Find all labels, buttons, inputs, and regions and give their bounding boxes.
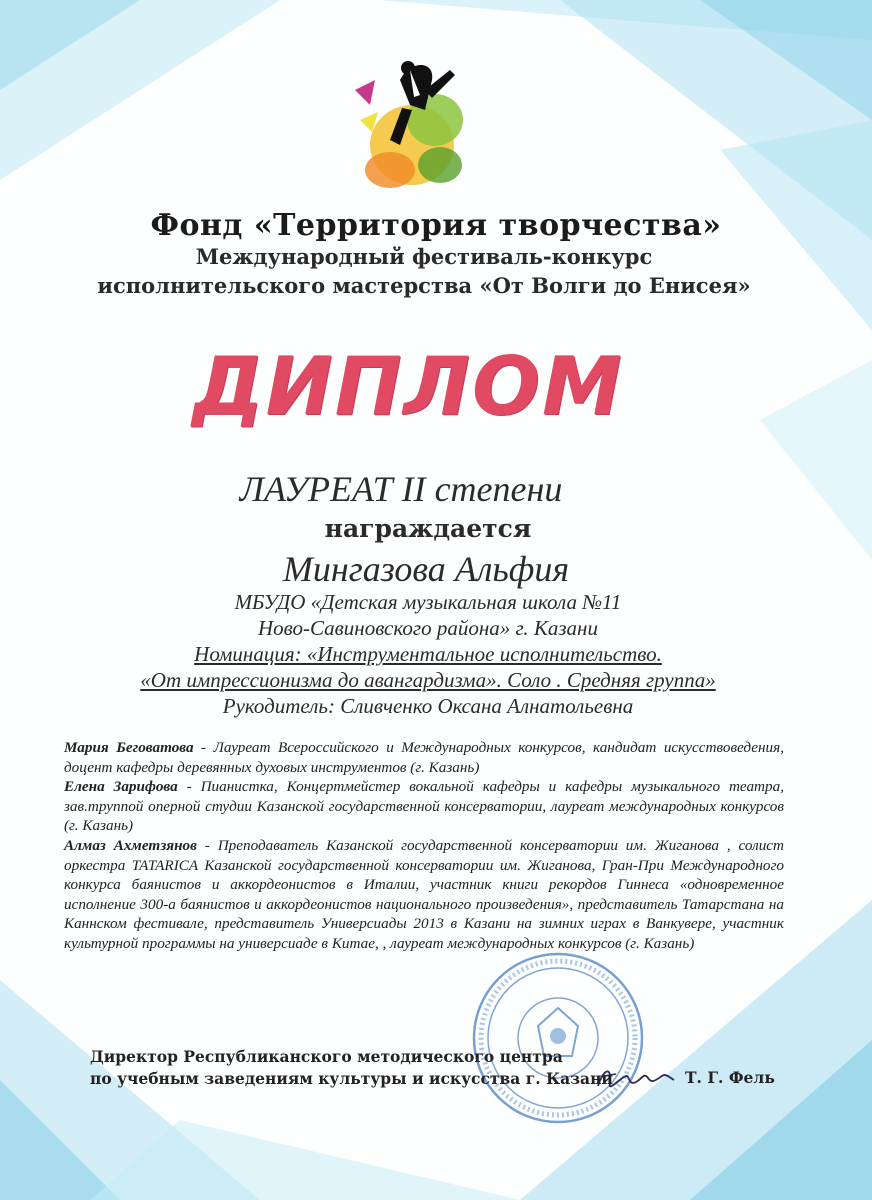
jury-member-text: - Преподаватель Казанской государственной консерватории им. Жиганова , солист оркестра TATARICA Казанской государственной консерватории им. Жиганова, Гран-При Международного конкурса баянистов и аккордеонистов в Италии, участник книги рекордов Гиннеса «одновременное исполнение 300-а баянистов и аккордеонистов национального произведения», представитель Татарстана на Каннском фестивале, представитель Универсиады 2013 в Казани на зимних играх в Ванкувере, участник культурной программы на универсиаде в Китае, , лауреат международных конкурсов (г. Казань) (64, 836, 784, 952)
nomination-line2: «От импрессионизма до авангардизма». Соло . Средняя группа» (140, 668, 716, 692)
jury-member (64, 777, 784, 836)
school-line2: Ново-Савиновского района» г. Казани (258, 616, 598, 640)
signatory-name: Т. Г. Фель (685, 1068, 775, 1087)
jury-member-text: - Пианистка, Концертмейстер вокальной кафедры и кафедры музыкального театра, зав.труппой оперной студии Казанской государственной консерватории, лауреат международных конкурсов (г. Казань) (64, 778, 784, 835)
official-stamp (468, 948, 648, 1128)
document-title: ДИПЛОМ (192, 340, 624, 433)
jury-member-name: Мария Беговатова (64, 739, 194, 756)
director-title (90, 1046, 613, 1090)
jury-list (64, 738, 784, 954)
jury-member-name: Елена Зарифова (64, 778, 178, 796)
festival-name-line1: Международный фестиваль-конкурс (195, 244, 653, 269)
laureate-degree: ЛАУРЕАТ II степени (239, 469, 563, 509)
recipient-name: Мингазова Альфия (282, 549, 570, 589)
director-title-line1: Директор Республиканского методического центра (90, 1047, 563, 1066)
festival-name-line2: исполнительского мастерства «От Волги до Енисея» (97, 273, 751, 298)
festival-logo (340, 50, 480, 200)
jury-member (64, 738, 784, 777)
jury-member (64, 836, 784, 954)
school-line1: МБУДО «Детская музыкальная школа №11 (234, 590, 622, 614)
awarded-label: награждается (324, 514, 532, 543)
nomination-line1: Номинация: «Инструментальное исполнительство. (194, 642, 662, 666)
jury-member-text: - Лауреат Всероссийского и Международных конкурсов, кандидат искусствоведения, доцент кафедры деревянных духовых инструментов (г. Казань) (64, 739, 785, 776)
teacher-line: Рукодитель: Сливченко Оксана Алнатольевна (222, 694, 634, 718)
jury-member-name: Алмаз Ахметзянов (64, 836, 197, 854)
foundation-name: Фонд «Территория творчества» (150, 208, 722, 243)
director-title-line2: по учебным заведениям культуры и искусства г. Казани (90, 1069, 613, 1088)
